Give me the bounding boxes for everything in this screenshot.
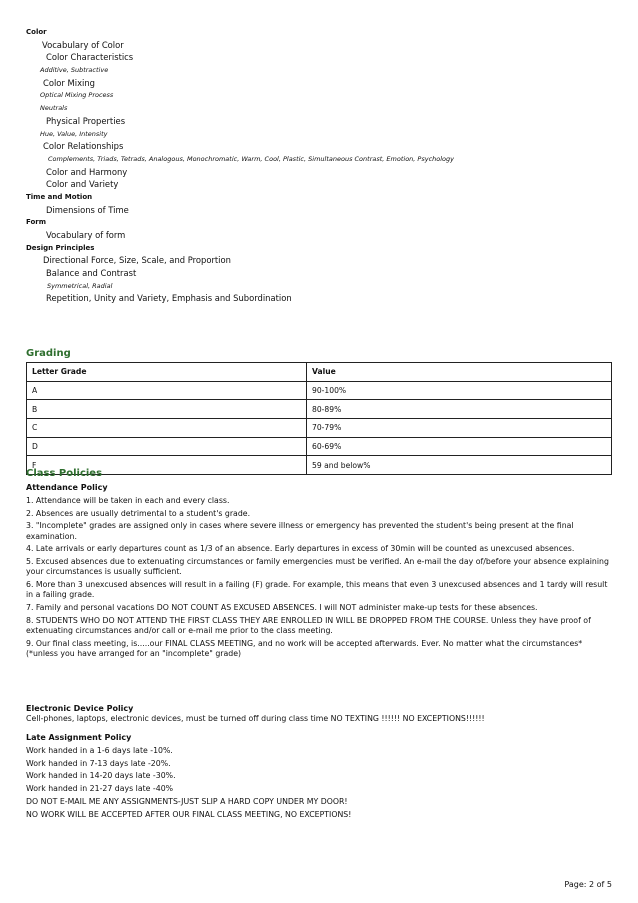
outline-topic: Color Mixing (43, 77, 95, 88)
late-policy-item: Work handed in 21-27 days late -40% (26, 784, 174, 794)
outline-heading: Form (26, 218, 47, 227)
outline-topic: Color Characteristics (46, 52, 134, 63)
outline-subtopic: Additive, Subtractive (40, 66, 109, 75)
policy-item: 3. "Incomplete" grades are assigned only in cases where severe illness or emergency has prevented the student's being present at the final examination. (26, 521, 574, 541)
outline-topic: Physical Properties (46, 115, 126, 126)
outline-subtopic: Hue, Value, Intensity (40, 129, 108, 138)
column-header-value: Value (307, 363, 612, 382)
table-row (27, 419, 612, 438)
outline-topic: Vocabulary of form (46, 230, 126, 240)
outline-subtopic: Complements, Triads, Tetrads, Analogous, Monochromatic, Warm, Cool, Plastic, Simultaneous Contrast, Emotion, Psychology (48, 154, 455, 163)
outline-subtopic: Optical Mixing Process (40, 91, 114, 100)
grade-letter: C (27, 419, 307, 438)
grade-value: 90-100% (307, 381, 612, 400)
late-policy-item: DO NOT E-MAIL ME ANY ASSIGNMENTS-JUST SLIP A HARD COPY UNDER MY DOOR! (26, 796, 348, 806)
outline-heading: Design Principles (26, 243, 95, 252)
electronic-device-policy (26, 704, 614, 727)
late-policy-item: NO WORK WILL BE ACCEPTED AFTER OUR FINAL CLASS MEETING, NO EXCEPTIONS! (26, 809, 352, 819)
table-row (27, 400, 612, 419)
outline-heading: Time and Motion (26, 192, 93, 201)
table-header-row (27, 363, 612, 382)
table-row (27, 381, 612, 400)
policy-item: 8. STUDENTS WHO DO NOT ATTEND THE FIRST CLASS THEY ARE ENROLLED IN WILL BE DROPPED FROM THE COURSE. Unless they have proof of extenuating circumstances and/or call or e-mail me prior to the class meeting. (26, 615, 591, 636)
grade-letter: A (27, 381, 307, 400)
page-number: Page: 2 of 5 (564, 880, 612, 889)
class-policies-heading: Class Policies (26, 468, 103, 479)
electronic-policy-text: Cell-phones, laptops, electronic devices, must be turned off during class time NO TEXTING !!!!!! NO EXCEPTIONS!!!!!! (26, 714, 485, 724)
late-policy-item: Work handed in a 1-6 days late -10%. (26, 745, 173, 755)
outline-topic: Dimensions of Time (46, 204, 129, 215)
outline-topic: Repetition, Unity and Variety, Emphasis and Subordination (46, 293, 292, 304)
late-policy-item: Work handed in 7-13 days late -20%. (26, 758, 171, 768)
table-row (27, 456, 612, 475)
late-policy-title: Late Assignment Policy (26, 733, 132, 742)
attendance-policy (26, 483, 614, 662)
outline-topic: Balance and Contrast (46, 268, 137, 279)
policy-item: 5. Excused absences due to extenuating circumstances or family emergencies must be verified. An e-mail the day of/before your absence explaining your circumstances is usually sufficient. (26, 557, 609, 577)
grade-value: 70-79% (307, 419, 612, 438)
grade-letter: F (27, 456, 307, 475)
policy-item: 1. Attendance will be taken in each and every class. (26, 495, 230, 505)
policy-item: 9. Our final class meeting, is.....our FINAL CLASS MEETING, and no work will be accepted afterwards. Ever. No matter what the circumstances* (*unless you have arranged for an "incomplete" grade) (26, 638, 583, 659)
grade-value: 60-69% (307, 437, 612, 456)
grade-value: 59 and below% (307, 456, 612, 475)
late-assignment-policy (26, 733, 614, 822)
electronic-policy-title: Electronic Device Policy (26, 704, 134, 713)
outline-topic: Color Relationships (43, 141, 124, 152)
grading-table (26, 362, 612, 475)
column-header-letter-grade: Letter Grade (27, 363, 307, 382)
attendance-policy-title: Attendance Policy (26, 483, 108, 492)
outline-topic: Color and Variety (46, 179, 119, 190)
policy-item: 4. Late arrivals or early departures count as 1/3 of an absence. Early departures in excess of 30min will be counted as unexcused absences. (26, 544, 575, 554)
topic-outline (26, 26, 616, 305)
outline-subtopic: Symmetrical, Radial (47, 281, 113, 290)
outline-topic: Directional Force, Size, Scale, and Proportion (43, 255, 231, 266)
grade-value: 80-89% (307, 400, 612, 419)
late-policy-item: Work handed in 14-20 days late -30%. (26, 771, 176, 781)
grading-heading: Grading (26, 348, 71, 359)
outline-topic: Vocabulary of Color (42, 39, 124, 50)
outline-topic: Color and Harmony (46, 166, 128, 177)
policy-item: 2. Absences are usually detrimental to a student's grade. (26, 508, 251, 518)
table-row (27, 437, 612, 456)
outline-heading: Color (26, 28, 47, 36)
policy-item: 7. Family and personal vacations DO NOT COUNT AS EXCUSED ABSENCES. I will NOT administer make-up tests for these absences. (26, 603, 538, 613)
grade-letter: D (27, 437, 307, 456)
grade-letter: B (27, 400, 307, 419)
policy-item: 6. More than 3 unexcused absences will result in a failing (F) grade. For example, this means that even 3 unexcused absences and 1 tardy will result in a failing grade. (26, 580, 608, 600)
outline-subtopic: Neutrals (40, 104, 68, 113)
